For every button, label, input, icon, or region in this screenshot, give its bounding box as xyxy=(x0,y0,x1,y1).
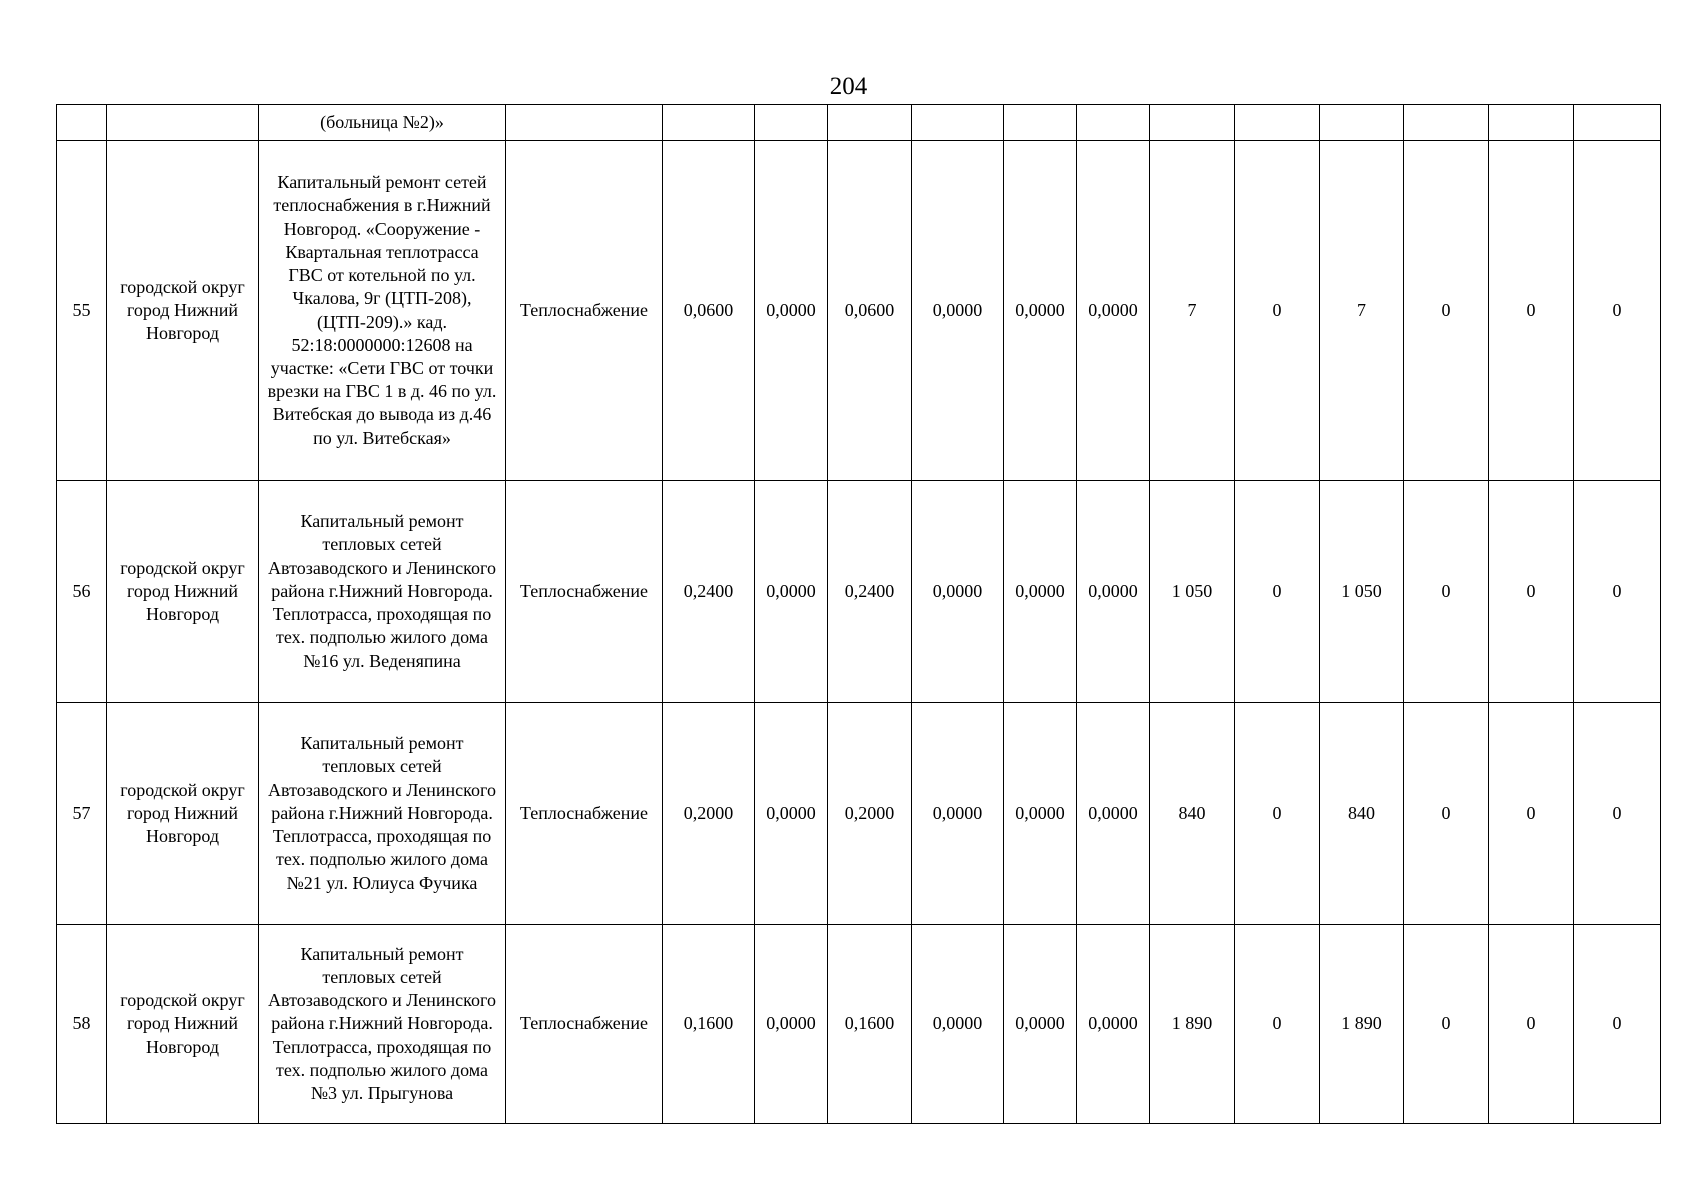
cell-value: 0,0000 xyxy=(1077,925,1150,1124)
cell-municipality: городской округ город Нижний Новгород xyxy=(107,141,259,481)
cell-municipality: городской округ город Нижний Новгород xyxy=(107,703,259,925)
cell-empty xyxy=(1489,105,1574,141)
cell-empty xyxy=(57,105,107,141)
table-row-continuation xyxy=(57,105,1661,141)
cell-description: Капитальный ремонт тепловых сетей Автозаводского и Ленинского района г.Нижний Новгорода. Теплотрасса, проходящая по тех. подполью жилого дома №21 ул. Юлиуса Фучика xyxy=(259,703,506,925)
cell-value: 0,0000 xyxy=(755,141,828,481)
cell-value: 0,0000 xyxy=(755,703,828,925)
cell-cost: 0 xyxy=(1235,703,1320,925)
cell-value: 0,1600 xyxy=(663,925,755,1124)
cell-cost: 0 xyxy=(1404,481,1489,703)
cell-cost: 1 890 xyxy=(1150,925,1235,1124)
cell-value: 0,2000 xyxy=(828,703,912,925)
cell-empty xyxy=(828,105,912,141)
cell-value: 0,2000 xyxy=(663,703,755,925)
cell-cost: 0 xyxy=(1404,141,1489,481)
cell-value: 0,0000 xyxy=(1004,141,1077,481)
table-row xyxy=(57,481,1661,703)
page-number: 204 xyxy=(829,73,868,100)
cell-empty xyxy=(912,105,1004,141)
cell-description: (больница №2)» xyxy=(259,105,506,141)
cell-cost: 0 xyxy=(1404,925,1489,1124)
cell-category: Теплоснабжение xyxy=(506,481,663,703)
cell-cost: 0 xyxy=(1489,481,1574,703)
cell-municipality: городской округ город Нижний Новгород xyxy=(107,481,259,703)
cell-cost: 0 xyxy=(1235,141,1320,481)
cell-value: 0,1600 xyxy=(828,925,912,1124)
cell-category: Теплоснабжение xyxy=(506,925,663,1124)
cell-empty xyxy=(1150,105,1235,141)
cell-description: Капитальный ремонт тепловых сетей Автозаводского и Ленинского района г.Нижний Новгорода. Теплотрасса, проходящая по тех. подполью жилого дома №3 ул. Прыгунова xyxy=(259,925,506,1124)
cell-value: 0,0000 xyxy=(1077,141,1150,481)
cell-cost: 0 xyxy=(1235,481,1320,703)
cell-empty xyxy=(1574,105,1661,141)
table-row xyxy=(57,703,1661,925)
cell-value: 0,0000 xyxy=(1004,703,1077,925)
cell-value: 0,0600 xyxy=(663,141,755,481)
cell-value: 0,0000 xyxy=(1077,703,1150,925)
cell-empty xyxy=(755,105,828,141)
cell-cost: 0 xyxy=(1489,141,1574,481)
cell-cost: 0 xyxy=(1489,703,1574,925)
cell-cost: 7 xyxy=(1320,141,1404,481)
cell-value: 0,0000 xyxy=(912,703,1004,925)
cell-row-number: 57 xyxy=(57,703,107,925)
cell-row-number: 56 xyxy=(57,481,107,703)
cell-value: 0,0600 xyxy=(828,141,912,481)
cell-cost: 0 xyxy=(1404,703,1489,925)
cell-cost: 0 xyxy=(1574,925,1661,1124)
cell-empty xyxy=(1004,105,1077,141)
cell-row-number: 55 xyxy=(57,141,107,481)
cell-empty xyxy=(1320,105,1404,141)
cell-value: 0,0000 xyxy=(912,481,1004,703)
cell-cost: 1 050 xyxy=(1150,481,1235,703)
cell-value: 0,0000 xyxy=(912,925,1004,1124)
cell-municipality: городской округ город Нижний Новгород xyxy=(107,925,259,1124)
cell-cost: 0 xyxy=(1235,925,1320,1124)
cell-description: Капитальный ремонт сетей теплоснабжения в г.Нижний Новгород. «Сооружение - Квартальная теплотрасса ГВС от котельной по ул. Чкалова, 9г (ЦТП-208), (ЦТП-209).» кад. 52:18:0000000:12608 на участке: «Сети ГВС от точки врезки на ГВС 1 в д. 46 по ул. Витебская до вывода из д.46 по ул. Витебская» xyxy=(259,141,506,481)
cell-category: Теплоснабжение xyxy=(506,703,663,925)
cell-empty xyxy=(1404,105,1489,141)
cell-cost: 0 xyxy=(1574,703,1661,925)
cell-value: 0,2400 xyxy=(828,481,912,703)
cell-empty xyxy=(1235,105,1320,141)
cell-cost: 840 xyxy=(1320,703,1404,925)
cell-cost: 7 xyxy=(1150,141,1235,481)
cell-empty xyxy=(107,105,259,141)
cell-value: 0,2400 xyxy=(663,481,755,703)
cell-description: Капитальный ремонт тепловых сетей Автозаводского и Ленинского района г.Нижний Новгорода. Теплотрасса, проходящая по тех. подполью жилого дома №16 ул. Веденяпина xyxy=(259,481,506,703)
cell-cost: 1 050 xyxy=(1320,481,1404,703)
cell-cost: 840 xyxy=(1150,703,1235,925)
cell-value: 0,0000 xyxy=(755,481,828,703)
cell-empty xyxy=(663,105,755,141)
table-row xyxy=(57,141,1661,481)
cell-row-number: 58 xyxy=(57,925,107,1124)
cell-cost: 0 xyxy=(1574,481,1661,703)
cell-value: 0,0000 xyxy=(1004,481,1077,703)
cell-value: 0,0000 xyxy=(912,141,1004,481)
cell-cost: 0 xyxy=(1574,141,1661,481)
cell-value: 0,0000 xyxy=(1077,481,1150,703)
cell-cost: 0 xyxy=(1489,925,1574,1124)
investment-program-table xyxy=(56,104,1661,1124)
cell-value: 0,0000 xyxy=(755,925,828,1124)
cell-category: Теплоснабжение xyxy=(506,141,663,481)
table-row xyxy=(57,925,1661,1124)
cell-empty xyxy=(506,105,663,141)
cell-value: 0,0000 xyxy=(1004,925,1077,1124)
cell-empty xyxy=(1077,105,1150,141)
cell-cost: 1 890 xyxy=(1320,925,1404,1124)
